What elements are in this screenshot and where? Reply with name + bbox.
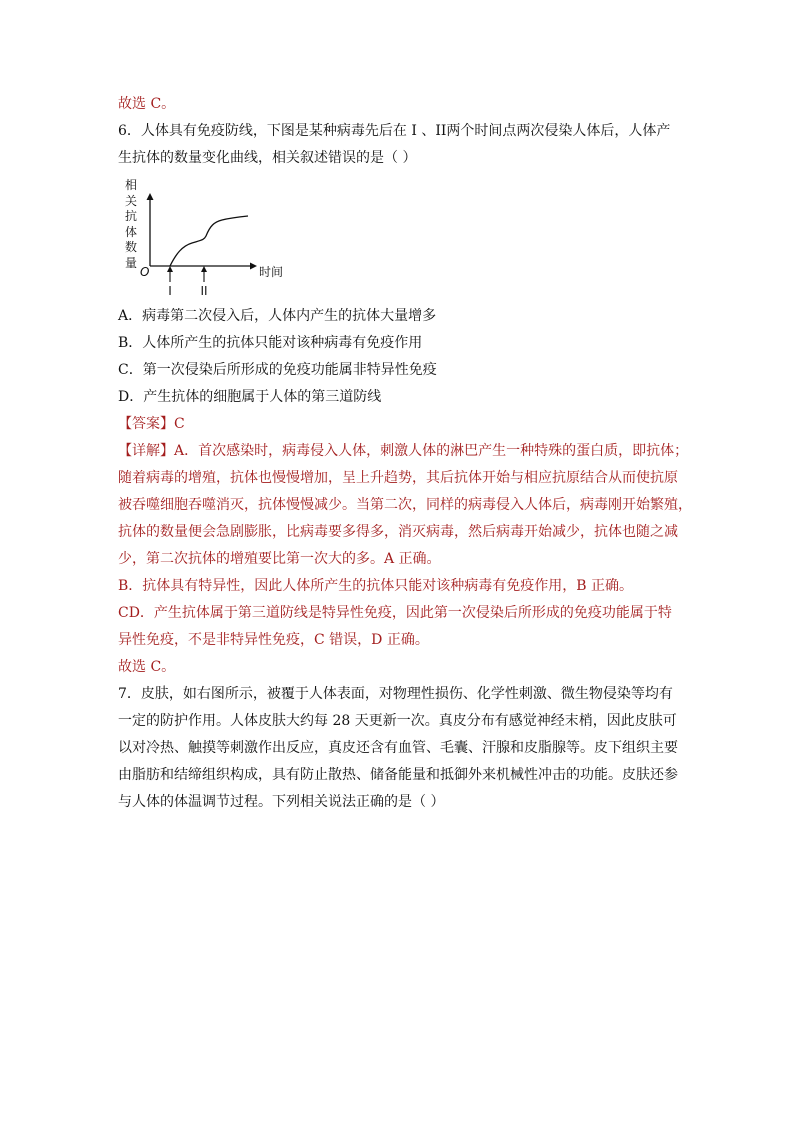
detail-line-1: 【详解】A．首次感染时，病毒侵入人体，刺激人体的淋巴产生一种特殊的蛋白质，即抗体； — [118, 443, 689, 459]
answer-tag: 【答案】 — [118, 416, 174, 432]
y-axis-label: 相 关 抗 体 数 量 — [124, 178, 137, 270]
q7-stem-line-3: 以对冷热、触摸等刺激作出反应，真皮还含有血管、毛囊、汗腺和皮脂腺等。皮下组织主要 — [118, 740, 678, 756]
detail-line-3: 被吞噬细胞吞噬消灭，抗体慢慢减少。当第二次，同样的病毒侵入人体后，病毒刚开始繁殖， — [118, 497, 692, 513]
antibody-curve-figure — [118, 176, 308, 300]
arrow-up-icon — [167, 266, 173, 272]
detail-line-4: 抗体的数量便会急剧膨胀，比病毒要多得多，消灭病毒，然后病毒开始减少，抗体也随之减 — [118, 524, 678, 540]
arrow-up-icon — [201, 266, 207, 272]
marker-1-label: I — [168, 284, 172, 298]
q7-stem-line-2: 一定的防护作用。人体皮肤大约每 28 天更新一次。真皮分布有感觉神经末梢，因此皮肤可 — [118, 713, 677, 729]
detail-line-6: B．抗体具有特异性，因此人体所产生的抗体只能对该种病毒有免疫作用，B 正确。 — [118, 578, 634, 594]
detail-line-2: 随着病毒的增殖，抗体也慢慢增加，呈上升趋势，其后抗体开始与相应抗原结合从而使抗原 — [118, 470, 678, 486]
q6-stem-line-1: 6．人体具有免疫防线，下图是某种病毒先后在 I 、II两个时间点两次侵染人体后，人体产 — [118, 123, 671, 139]
q7-stem-line-1: 7．皮肤，如右图所示，被覆于人体表面，对物理性损伤、化学性刺激、微生物侵染等均有 — [118, 686, 673, 702]
y-axis-arrow-icon — [147, 193, 154, 200]
option-d: D．产生抗体的细胞属于人体的第三道防线 — [118, 389, 382, 405]
x-axis-label: 时间 — [259, 265, 284, 279]
detail-tag: 【详解】 — [118, 443, 174, 459]
option-c: C．第一次侵染后所形成的免疫功能属非特异性免疫 — [118, 362, 437, 378]
answer-value: C — [174, 416, 185, 432]
detail-line-7: CD．产生抗体属于第三道防线是特异性免疫，因此第一次侵染后所形成的免疫功能属于特 — [118, 605, 672, 621]
q6-stem-line-2: 生抗体的数量变化曲线，相关叙述错误的是（ ） — [118, 150, 417, 166]
option-a: A．病毒第二次侵入后，人体内产生的抗体大量增多 — [118, 308, 437, 324]
prev-answer-conclusion: 故选 C。 — [118, 96, 176, 112]
origin-label: O — [140, 265, 150, 279]
marker-2-label: II — [200, 284, 208, 298]
antibody-curve-line — [170, 216, 248, 266]
detail-conclusion: 故选 C。 — [118, 659, 176, 675]
q7-stem-line-5: 与人体的体温调节过程。下列相关说法正确的是（ ） — [118, 794, 445, 810]
detail-line-8: 异性免疫，不是非特异性免疫，C 错误，D 正确。 — [118, 632, 429, 648]
q7-stem-line-4: 由脂肪和结缔组织构成，具有防止散热、储备能量和抵御外来机械性冲击的功能。皮肤还参 — [118, 767, 678, 783]
antibody-curve-svg — [118, 176, 308, 300]
x-axis-arrow-icon — [250, 263, 257, 270]
detail-line-5: 少，第二次抗体的增殖要比第一次大的多。A 正确。 — [118, 551, 441, 567]
answer-row — [118, 414, 678, 434]
option-b: B．人体所产生的抗体只能对该种病毒有免疫作用 — [118, 335, 423, 351]
